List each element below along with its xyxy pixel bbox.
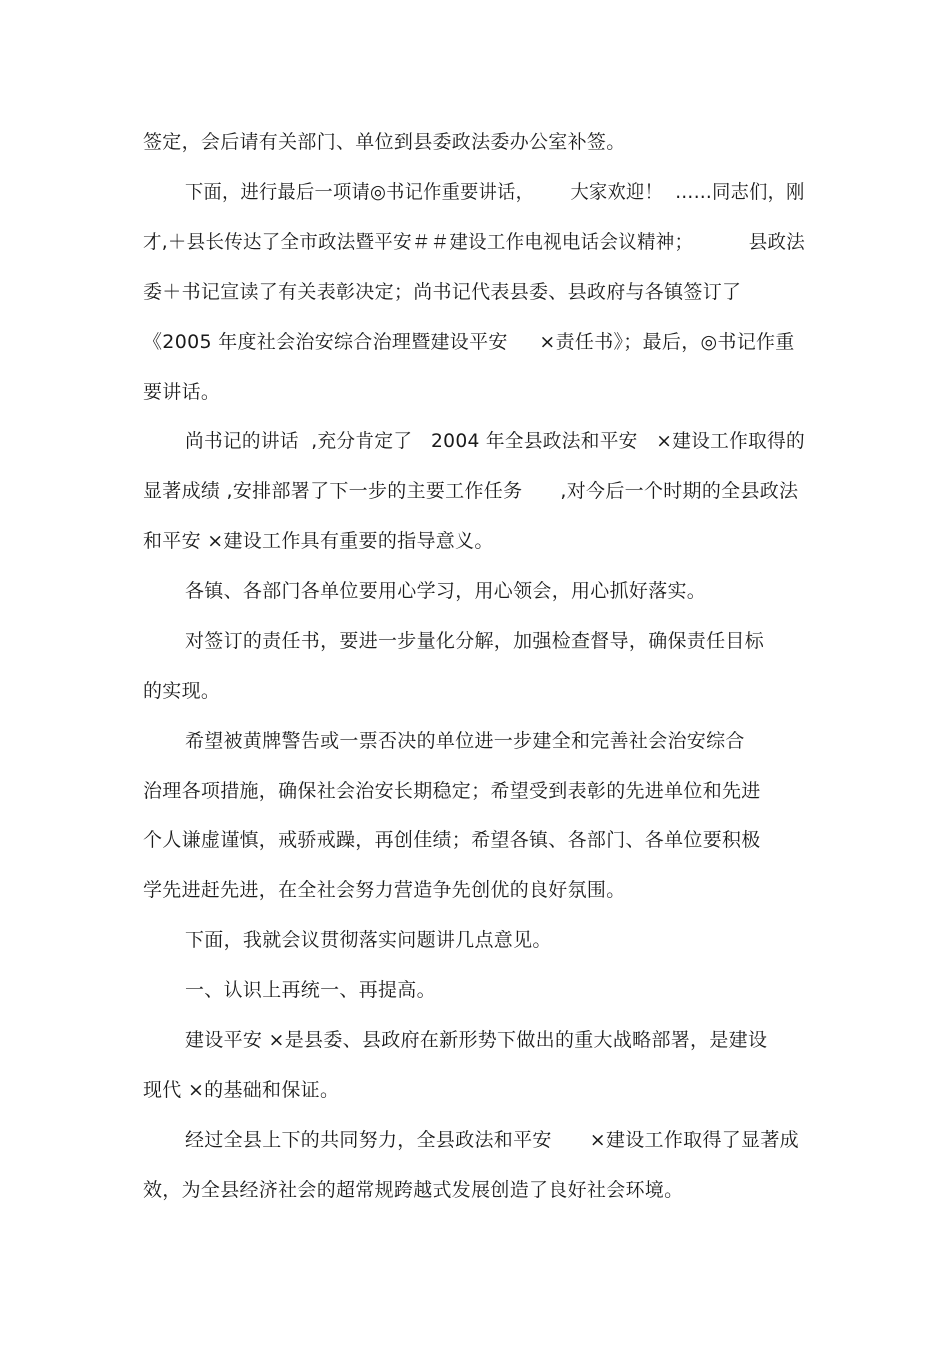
text-line: 和平安 ×建设工作具有重要的指导意义。 — [143, 530, 494, 552]
text-line: 效，为全县经济社会的超常规跨越式发展创造了良好社会环境。 — [143, 1179, 684, 1201]
text-line: 要讲话。 — [143, 381, 221, 403]
text-line: 经过全县上下的共同努力，全县政法和平安 ×建设工作取得了显著成 — [185, 1129, 799, 1151]
text-line: 建设平安 ×是县委、县政府在新形势下做出的重大战略部署，是建设 — [185, 1029, 768, 1051]
text-line: 各镇、各部门各单位要用心学习，用心领会，用心抓好落实。 — [185, 580, 707, 602]
text-line: 对签订的责任书，要进一步量化分解，加强检查督导，确保责任目标 — [185, 630, 765, 652]
text-line: 《2005 年度社会治安综合治理暨建设平安 ×责任书》；最后，◎书记作重 — [143, 331, 795, 353]
text-line: 希望被黄牌警告或一票否决的单位进一步建全和完善社会治安综合 — [185, 730, 745, 752]
text-line: 治理各项措施，确保社会治安长期稳定；希望受到表彰的先进单位和先进 — [143, 780, 761, 802]
text-line: 现代 ×的基础和保证。 — [143, 1079, 340, 1101]
text-line: 的实现。 — [143, 680, 221, 702]
text-line: 下面，我就会议贯彻落实问题讲几点意见。 — [185, 929, 552, 951]
text-line: 一、认识上再统一、再提高。 — [185, 979, 436, 1001]
text-line: 签定，会后请有关部门、单位到县委政法委办公室补签。 — [143, 131, 626, 153]
text-line: 显著成绩 ,安排部署了下一步的主要工作任务 ,对今后一个时期的全县政法 — [143, 480, 799, 502]
text-line: 个人谦虚谨慎，戒骄戒躁，再创佳绩；希望各镇、各部门、各单位要积极 — [143, 829, 761, 851]
text-line: 下面，进行最后一项请◎书记作重要讲话， 大家欢迎！ ……同志们，刚 — [185, 181, 805, 203]
text-line: 委＋书记宣读了有关表彰决定；尚书记代表县委、县政府与各镇签订了 — [143, 281, 742, 303]
text-line: 才,＋县长传达了全市政法暨平安＃＃建设工作电视电话会议精神； 县政法 — [143, 231, 806, 253]
text-line: 尚书记的讲话 ,充分肯定了 2004 年全县政法和平安 ×建设工作取得的 — [185, 430, 806, 452]
text-line: 学先进赶先进，在全社会努力营造争先创优的良好氛围。 — [143, 879, 626, 901]
